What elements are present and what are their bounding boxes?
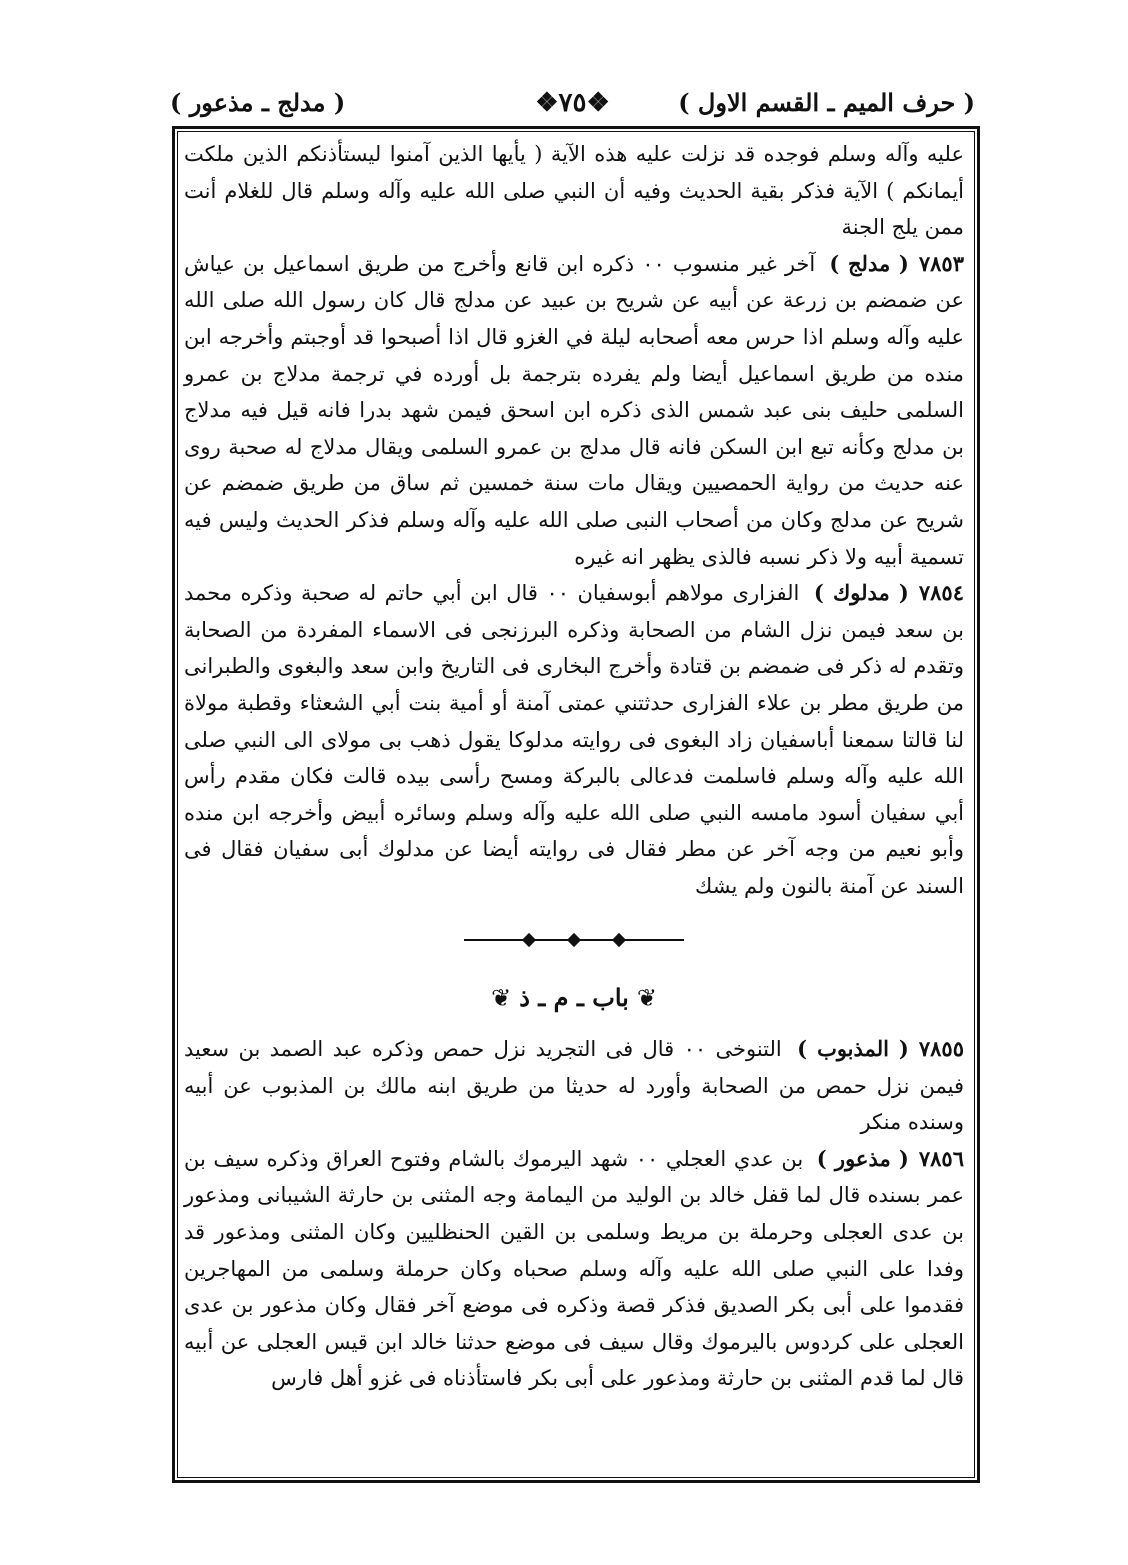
entry-heading: ( مدلوك ) bbox=[813, 580, 909, 606]
entry-heading: ( مدلج ) bbox=[829, 250, 909, 276]
entry-number: ٧٨٥٣ bbox=[918, 250, 964, 276]
header-section: ( حرف الميم ـ القسم الاول ) bbox=[678, 88, 975, 117]
entry-heading: ( المذبوب ) bbox=[797, 1036, 909, 1062]
entry-number: ٧٨٥٤ bbox=[918, 580, 964, 606]
entry-text: آخر غير منسوب ٠٠ ذكره ابن قانع وأخرج من طريق اسماعيل بن عياش عن ضمضم بن زرعة عن أبيه عن شريح بن عبيد عن مدلج قال كان رسول الله صلى الله عليه وآله وسلم اذا حرس معه أصحابه ليلة في الغزو قال اذا أصبحوا قد أوجبتم وأخرجه ابن منده من طريق اسماعيل أيضا ولم يفرده بترجمة بل أورده في ترجمة مدلاج بن عمرو السلمى حليف بنى عبد شمس الذى ذكره ابن اسحق فيمن شهد بدرا فانه قيل فيه مدلاج بن مدلج وكأنه تبع ابن السكن فانه قال مدلج بن عمرو السلمى ويقال مدلاج له صحبة روى عنه حديث من رواية الحمصيين ويقال مات سنة خمسين ثم ساق من طريق ضمضم عن شريح عن مدلج وكان من أصحاب النبى صلى الله عليه وآله وسلم فذكر الحديث وليس فيه تسمية أبيه ولا ذكر نسبه فالذى يظهر انه غيره bbox=[184, 251, 964, 569]
paragraph-continuation: عليه وآله وسلم فوجده قد نزلت عليه هذه الآية ( يأيها الذين آمنوا ليستأذنكم الذين ملكت أيمانكم ) الآية فذكر بقية الحديث وفيه أن النبي صلى الله عليه وآله وسلم قال للغلام أنت ممن يلج الجنة bbox=[184, 142, 965, 240]
header-range: ( مدلج ـ مذعور ) bbox=[170, 88, 346, 117]
entry-7853 bbox=[184, 246, 964, 575]
ornamental-divider bbox=[464, 930, 684, 950]
entry-text: التنوخى ٠٠ قال فى التجريد نزل حمص وذكره عبد الصمد بن سعيد فيمن نزل حمص من الصحابة وأورد له حديثا من طريق ابنه مالك بن المذبوب عن أبيه وسنده منكر bbox=[184, 1037, 964, 1135]
page-body bbox=[184, 136, 964, 1476]
entry-text: الفزارى مولاهم أبوسفيان ٠٠ قال ابن أبي حاتم له صحبة وذكره محمد بن سعد فيمن نزل الشام من الصحابة وذكره البرزنجى فى الاسماء المفردة من الصحابة وتقدم له ذكر فى ضمضم بن قتادة وأخرج البخارى فى التاريخ وابن سعد والبغوى والطبرانى من طريق مطر بن علاء الفزارى حدثتني عمتى آمنة أو أمية بنت أبي الشعثاء وقطبة مولاة لنا قالتا سمعنا أباسفيان زاد البغوى فى روايته مدلوكا يقول ذهب بى مولاى الى النبي صلى الله عليه وآله وسلم فاسلمت فدعالى بالبركة ومسح رأسى بيده قالت فكان مقدم رأس أبي سفيان أسود مامسه النبي صلى الله عليه وآله وسلم وسائره أبيض وأخرجه ابن منده وأبو نعيم من وجه آخر عن مطر فقال فى روايته أيضا عن مدلوك أبى سفيان فقال فى السند عن آمنة بالنون ولم يشك bbox=[184, 581, 965, 898]
section-title: ❦باب ـ م ـ ذ❦ bbox=[491, 983, 657, 1013]
entry-heading: ( مذعور ) bbox=[816, 1145, 909, 1171]
ornament-icon: ❦ bbox=[636, 984, 657, 1013]
entry-7856 bbox=[184, 1141, 964, 1397]
entry-text: بن عدي العجلي ٠٠ شهد اليرموك بالشام وفتوح العراق وذكره سيف بن عمر بسنده قال لما قفل خالد بن الوليد من اليمامة وجه المثنى بن حارثة الشيبانى ومذعور بن عدى العجلى وحرملة بن مريط وسلمى بن القين الحنظليين وكان المثنى ومذعور قد وفدا على النبي صلى الله عليه وآله وسلم صحباه وكان حرملة وسلمى من المهاجرين فقدموا على أبى بكر الصديق فذكر قصة وذكره فى موضع آخر فقال وكان مذعور بن عدى العجلى على كردوس باليرموك وقال سيف فى موضع حدثنا خالد ابن قيس العجلى عن أبيه قال لما قدم المثنى بن حارثة ومذعور على أبى بكر فاستأذناه فى غزو أهل فارس bbox=[184, 1146, 964, 1391]
page-number: ❖٧٥❖ bbox=[535, 88, 610, 118]
entry-7854 bbox=[184, 575, 964, 904]
entry-number: ٧٨٥٦ bbox=[918, 1145, 964, 1171]
entry-7855 bbox=[184, 1031, 964, 1141]
ornament-icon: ❦ bbox=[491, 984, 512, 1013]
page-header bbox=[170, 88, 975, 128]
entry-number: ٧٨٥٥ bbox=[918, 1036, 964, 1062]
